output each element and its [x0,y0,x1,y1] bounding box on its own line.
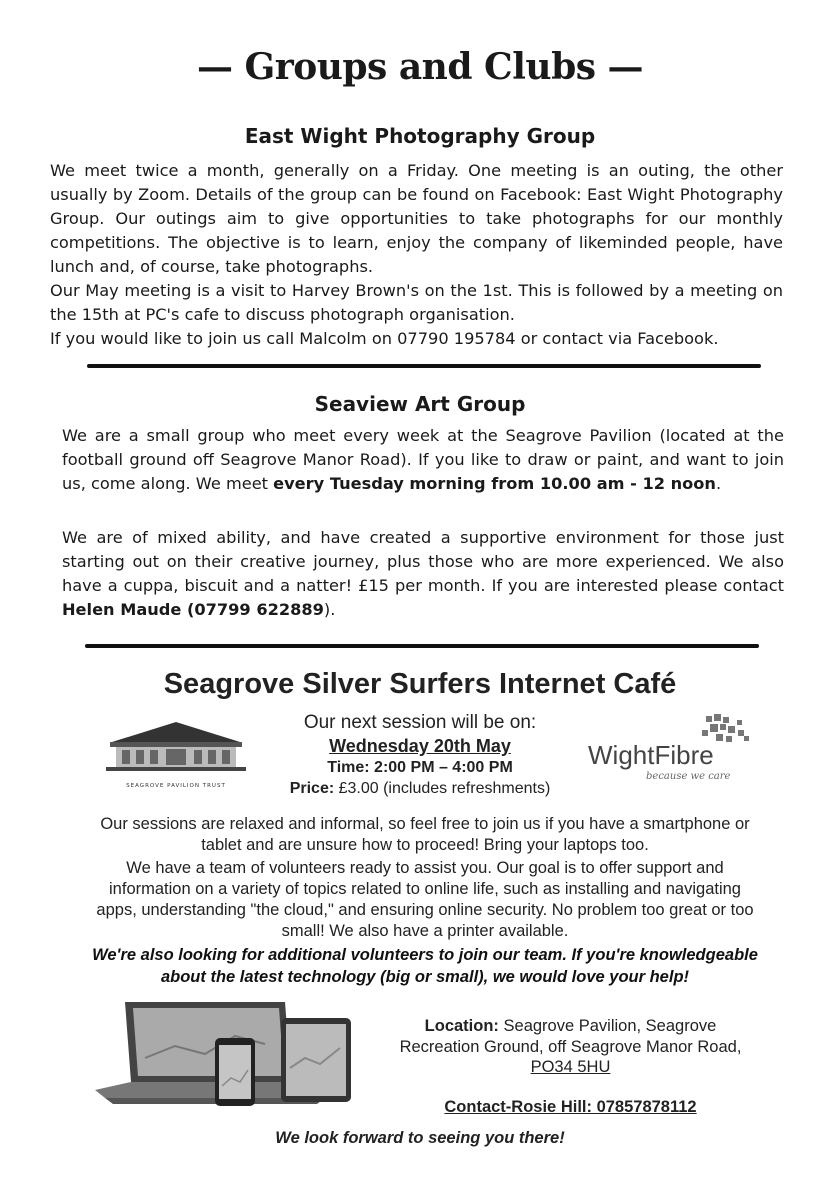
art-text-end: ). [323,600,336,619]
photography-paragraph-3: If you would like to join us call Malcolm on 07790 195784 or contact via Facebook. [50,329,719,348]
volunteers-callout: We're also looking for additional volunteers to join our team. If you're knowledgeable about the latest technology (big or small), we would love your help! [92,946,758,986]
art-paragraph-1 [62,424,784,496]
photography-paragraph-2: Our May meeting is a visit to Harvey Brown's on the 1st. This is followed by a meeting on the 15th at PC's cafe to discuss photograph organisation. [50,281,783,324]
devices-illustration [85,998,375,1108]
section-divider [87,364,761,368]
pavilion-logo-caption: SEAGROVE PAVILION TRUST [126,783,226,789]
pavilion-logo [106,716,246,788]
price-label: Price: [289,780,335,797]
cafe-title: Seagrove Silver Surfers Internet Café [163,668,677,700]
art-text-end: . [715,474,722,493]
page-title: — Groups and Clubs — [196,46,644,88]
cafe-body-1: Our sessions are relaxed and informal, so feel free to join us if you have a smartphone or tablet and are unsure how to proceed! Bring your laptops too. [100,815,750,854]
photography-heading: East Wight Photography Group [244,124,596,148]
location-label: Location: [424,1017,499,1035]
art-text: We are a small group who meet every week at the Seagrove Pavilion (located at the football ground off Seagrove Manor Road). If you like to draw or paint, and want to join us, come along. We meet [62,426,784,493]
wightfibre-tagline: because we care [646,771,731,782]
wightfibre-name: WightFibre [588,740,714,770]
cafe-contact: Contact-Rosie Hill: 07857878112 [444,1098,697,1116]
session-date: Wednesday 20th May [329,736,511,756]
session-price [260,780,580,798]
cafe-postcode: PO34 5HU [530,1058,611,1076]
art-text: We are of mixed ability, and have created a supportive environment for those just starting out on their creative journey, plus those who are more experienced. We also have a cuppa, biscuit and a natter! £15 per month. If you are interested please contact [62,528,784,595]
cafe-location [388,1016,753,1058]
location-value: Seagrove Pavilion, Seagrove Recreation Ground, off Seagrove Manor Road, [399,1017,742,1056]
photography-paragraph-1: We meet twice a month, generally on a Friday. One meeting is an outing, the other usually by Zoom. Details of the group can be found on Facebook: East Wight Photography Group. Our outings aim to give opportunities to take photographs for our monthly competitions. The objective is to learn, enjoy the company of likeminded people, have lunch and, of course, take photographs. [50,161,783,276]
session-time: Time: 2:00 PM – 4:00 PM [327,759,513,776]
art-meeting-time: every Tuesday morning from 10.00 am - 12 noon [273,474,716,493]
wightfibre-logo [588,712,758,787]
price-value: £3.00 (includes refreshments) [334,780,551,797]
art-paragraph-2 [62,526,784,622]
section-divider [85,644,759,648]
art-contact: Helen Maude (07799 622889 [62,600,324,619]
art-heading: Seaview Art Group [314,392,526,416]
cafe-body-2: We have a team of volunteers ready to assist you. Our goal is to offer support and information on a variety of topics related to online life, such as installing and navigating apps, understanding "the cloud," and ensuring online security. No problem too great or too small! We also have a printer available. [96,859,754,940]
cafe-closing: We look forward to seeing you there! [275,1129,565,1147]
next-session-label: Our next session will be on: [303,712,537,733]
laptop-tablet-phone-icon [85,998,375,1108]
pavilion-building-icon [106,716,246,776]
